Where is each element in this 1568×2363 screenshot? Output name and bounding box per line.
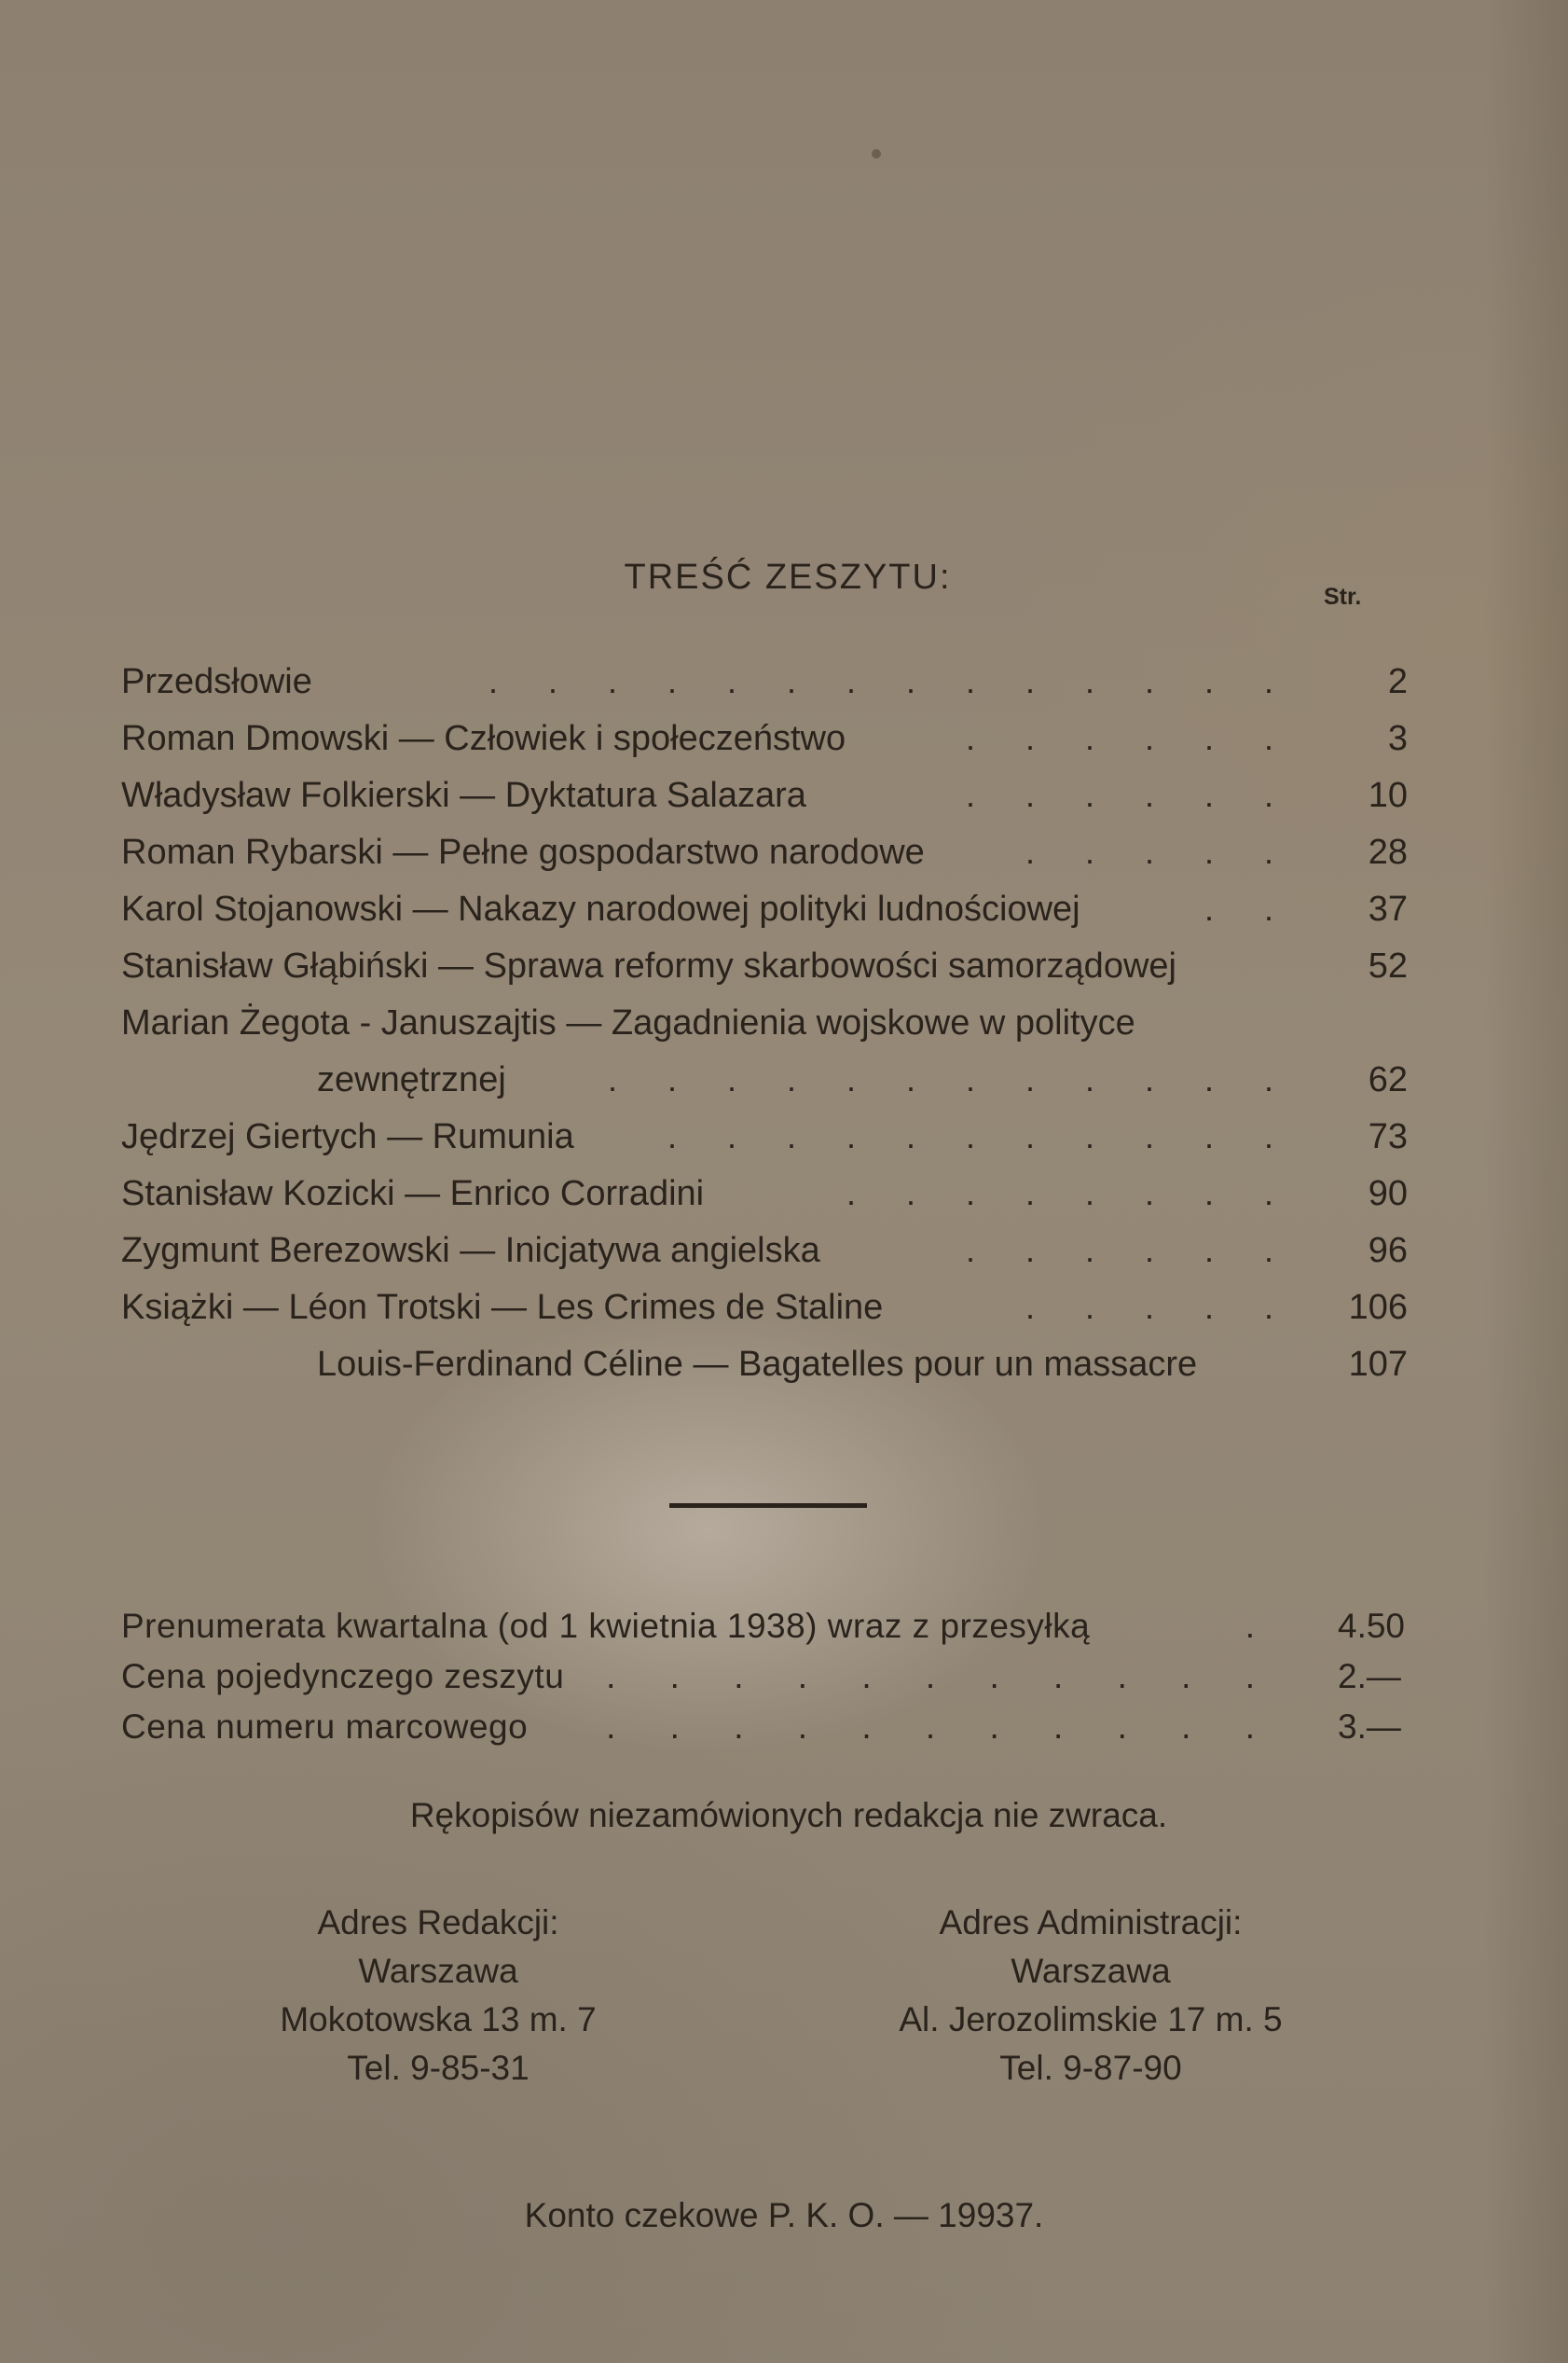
toc-entry-title: Przedsłowie [121, 662, 312, 701]
toc-page-number: 106 [1348, 1288, 1408, 1327]
toc-leader-dots: . . . . . [1025, 833, 1294, 871]
toc-page-number: 62 [1368, 1060, 1408, 1099]
toc-entry [121, 1108, 1408, 1166]
toc-entry [121, 1051, 1408, 1109]
toc-leader-dots: . . . . . [1025, 1288, 1294, 1326]
toc-entry [121, 1335, 1408, 1393]
toc-entry [121, 1222, 1408, 1279]
price-line [121, 1701, 1408, 1753]
contents-title: TREŚĆ ZESZYTU: [624, 558, 952, 597]
toc-entry-title: Karol Stojanowski — Nakazy narodowej polityki ludnościowej [121, 890, 1080, 929]
toc-entry-title: Roman Dmowski — Człowiek i społeczeństwo [121, 719, 846, 758]
price-value: 3.— [1338, 1707, 1401, 1746]
paper-speck [872, 149, 881, 159]
paper-edge-shade [1484, 0, 1568, 2363]
toc-entry [121, 710, 1408, 767]
toc-entry-title: Louis-Ferdinand Céline — Bagatelles pour un massacre [317, 1345, 1198, 1384]
toc-entry [121, 1165, 1408, 1223]
address-city: Warszawa [358, 1952, 518, 1990]
toc-entry [121, 994, 1408, 1052]
toc-page-number: 10 [1368, 776, 1408, 815]
address-city: Warszawa [1011, 1952, 1171, 1990]
address-street: Mokotowska 13 m. 7 [280, 2000, 597, 2038]
toc-entry [121, 653, 1408, 711]
address-phone: Tel. 9-85-31 [347, 2049, 530, 2087]
toc-page-number: 52 [1368, 947, 1408, 986]
toc-entry [121, 767, 1408, 824]
toc-entry [121, 823, 1408, 881]
toc-leader-dots: . . . . . . . . . . . . [607, 1060, 1294, 1099]
toc-entry-title: zewnętrznej [317, 1060, 506, 1099]
price-line [121, 1600, 1408, 1652]
toc-page-number: 2 [1387, 662, 1408, 701]
toc-entry-title: Książki — Léon Trotski — Les Crimes de Staline [121, 1288, 884, 1327]
toc-leader-dots: . . . . . . [965, 1231, 1294, 1269]
price-label: Prenumerata kwartalna (od 1 kwietnia 1938) wraz z przesyłką [121, 1607, 1091, 1645]
toc-entry [121, 937, 1408, 995]
manuscript-notice: Rękopisów niezamówionych redakcja nie zwraca. [409, 1796, 1168, 1834]
toc-page-number: 37 [1368, 890, 1408, 929]
toc-entry-title: Władysław Folkierski — Dyktatura Salazara [121, 776, 806, 815]
toc-page-number: 90 [1368, 1174, 1408, 1213]
price-value: 2.— [1338, 1657, 1401, 1695]
toc-entry [121, 1278, 1408, 1336]
toc-entry-title: Stanisław Głąbiński — Sprawa reformy skarbowości samorządowej [121, 947, 1176, 986]
address-label: Adres Administracji: [939, 1903, 1243, 1942]
page-column-label: Str. [1324, 584, 1362, 610]
toc-leader-dots: . . . . . . [965, 776, 1294, 814]
toc-page-number: 73 [1368, 1117, 1408, 1156]
toc-entry-title: Jędrzej Giertych — Rumunia [121, 1117, 574, 1156]
toc-page-number: 96 [1368, 1231, 1408, 1270]
toc-page-number: 28 [1368, 833, 1408, 872]
toc-entry-title: Stanisław Kozicki — Enrico Corradini [121, 1174, 705, 1213]
address-label: Adres Redakcji: [317, 1903, 559, 1942]
address-street: Al. Jerozolimskie 17 m. 5 [899, 2000, 1283, 2038]
price-leader-dots: . . . . . . . . . . . [606, 1657, 1277, 1695]
price-label: Cena numeru marcowego [121, 1707, 529, 1746]
price-line [121, 1651, 1408, 1703]
toc-entry-title: Marian Żegota - Januszajtis — Zagadnienia wojskowe w polityce [121, 1003, 1135, 1043]
toc-leader-dots: . . . . . . . . . . . [667, 1117, 1294, 1155]
administration-address [839, 1899, 1342, 2093]
price-label: Cena pojedynczego zeszytu [121, 1657, 565, 1695]
toc-entry [121, 880, 1408, 938]
price-value: 4.50 [1338, 1607, 1406, 1645]
section-divider [669, 1503, 867, 1508]
bank-account: Konto czekowe P. K. O. — 19937. [524, 2196, 1044, 2234]
toc-leader-dots: . . . . . . . . [846, 1174, 1294, 1212]
toc-entry-title: Zygmunt Berezowski — Inicjatywa angielska [121, 1231, 820, 1270]
editorial-address [205, 1899, 671, 2093]
toc-page-number: 3 [1387, 719, 1408, 758]
toc-leader-dots: . . [1204, 890, 1294, 928]
toc-entry-title: Roman Rybarski — Pełne gospodarstwo narodowe [121, 833, 925, 872]
toc-page-number: 107 [1348, 1345, 1408, 1384]
toc-leader-dots: . . . . . . . . . . . . . . [488, 662, 1294, 700]
toc-leader-dots: . . . . . . [965, 719, 1294, 757]
price-leader-dots: . . . . . . . . . . . [606, 1707, 1277, 1746]
address-phone: Tel. 9-87-90 [999, 2049, 1182, 2087]
price-leader-dots: . [1245, 1607, 1277, 1645]
